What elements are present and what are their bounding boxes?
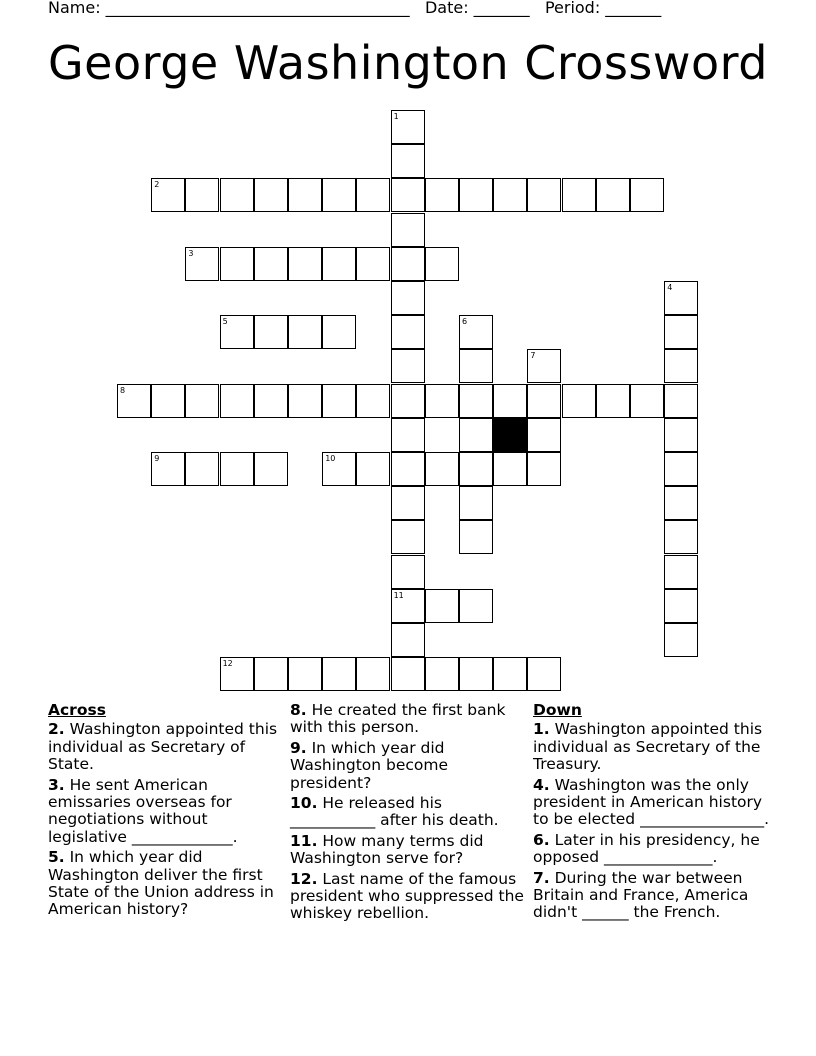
grid-cell[interactable] <box>493 178 527 212</box>
grid-cell[interactable] <box>664 555 698 589</box>
grid-cell[interactable] <box>664 418 698 452</box>
clue-number: 8. <box>290 701 307 719</box>
clue-number: 9. <box>290 738 307 757</box>
clue-across-2 <box>48 721 284 773</box>
grid-cell[interactable] <box>664 520 698 554</box>
grid-cell[interactable] <box>493 384 527 418</box>
grid-cell[interactable] <box>356 657 390 691</box>
across-clues-column-2 <box>290 702 526 926</box>
clue-number-label: 1 <box>393 112 399 121</box>
grid-cell[interactable] <box>391 213 425 247</box>
grid-cell[interactable] <box>425 589 459 623</box>
clue-across-9 <box>290 740 526 792</box>
clue-number: 5. <box>48 848 65 867</box>
grid-cell[interactable] <box>664 623 698 657</box>
clue-number-label: 4 <box>667 283 673 292</box>
clue-number: 3. <box>48 775 65 794</box>
clue-number-label: 12 <box>222 659 233 669</box>
grid-cell[interactable] <box>391 178 425 212</box>
grid-cell[interactable] <box>322 247 356 281</box>
grid-cell[interactable] <box>220 247 254 281</box>
grid-cell[interactable] <box>288 178 322 212</box>
grid-cell[interactable] <box>254 315 288 349</box>
grid-cell[interactable] <box>425 657 459 691</box>
date-field[interactable]: Date: _______ <box>424 0 530 17</box>
grid-cell[interactable] <box>425 247 459 281</box>
name-field[interactable]: Name: ______________________________________ <box>48 0 410 17</box>
clue-number: 11. <box>290 831 318 850</box>
grid-cell[interactable] <box>322 384 356 418</box>
clue-number-label: 8 <box>120 385 126 395</box>
clue-number: 7. <box>533 868 550 887</box>
grid-cell[interactable] <box>664 349 698 383</box>
grid-cell[interactable] <box>664 315 698 349</box>
clue-down-1 <box>533 721 769 773</box>
grid-cell[interactable] <box>493 452 527 486</box>
grid-cell[interactable] <box>527 384 561 418</box>
grid-cell[interactable] <box>425 178 459 212</box>
grid-cell[interactable] <box>185 384 219 418</box>
page-title: George Washington Crossword <box>48 36 768 90</box>
grid-cell[interactable] <box>220 657 254 691</box>
clue-across-3 <box>48 777 284 847</box>
grid-cell[interactable] <box>288 657 322 691</box>
grid-cell[interactable] <box>596 178 630 212</box>
grid-cell[interactable] <box>596 384 630 418</box>
clue-number: 10. <box>290 794 318 813</box>
grid-cell[interactable] <box>664 384 698 418</box>
grid-cell[interactable] <box>356 247 390 281</box>
grid-cell[interactable] <box>288 247 322 281</box>
clue-number-label: 6 <box>462 317 468 327</box>
grid-cell[interactable] <box>254 178 288 212</box>
down-heading: Down <box>533 701 582 719</box>
period-field[interactable]: Period: _______ <box>544 0 662 17</box>
grid-cell[interactable] <box>459 486 493 520</box>
grid-cell[interactable] <box>527 178 561 212</box>
clue-number-label: 10 <box>325 454 336 463</box>
grid-cell[interactable] <box>220 384 254 418</box>
grid-cell[interactable] <box>322 315 356 349</box>
grid-cell[interactable] <box>459 589 493 623</box>
grid-cell[interactable] <box>664 486 698 520</box>
grid-cell[interactable] <box>562 178 596 212</box>
grid-cell[interactable] <box>185 178 219 212</box>
black-cell <box>493 418 527 452</box>
grid-cell[interactable] <box>459 178 493 212</box>
clue-text: He released his ___________ after his death. <box>290 794 499 830</box>
grid-cell[interactable] <box>459 657 493 691</box>
grid-cell[interactable] <box>527 657 561 691</box>
grid-cell[interactable] <box>254 657 288 691</box>
grid-cell[interactable] <box>391 589 425 623</box>
grid-cell[interactable] <box>527 349 561 383</box>
clue-text: He created the first bank with this person. <box>290 701 506 737</box>
grid-cell[interactable] <box>391 418 425 452</box>
grid-cell[interactable] <box>459 315 493 349</box>
grid-cell[interactable] <box>391 623 425 657</box>
grid-cell[interactable] <box>527 452 561 486</box>
grid-cell[interactable] <box>185 452 219 486</box>
clue-number: 1. <box>533 720 550 739</box>
grid-cell[interactable] <box>288 384 322 418</box>
clue-number: 2. <box>48 720 65 739</box>
grid-cell[interactable] <box>459 349 493 383</box>
grid-cell[interactable] <box>630 384 664 418</box>
grid-cell[interactable] <box>391 520 425 554</box>
grid-cell[interactable] <box>391 452 425 486</box>
grid-cell[interactable] <box>322 452 356 486</box>
grid-cell[interactable] <box>664 452 698 486</box>
grid-cell[interactable] <box>254 384 288 418</box>
grid-cell[interactable] <box>254 247 288 281</box>
grid-cell[interactable] <box>459 384 493 418</box>
clue-number-label: 5 <box>222 317 228 327</box>
clue-text: Washington appointed this individual as Secretary of State. <box>48 720 278 774</box>
grid-cell[interactable] <box>254 452 288 486</box>
clue-number-label: 2 <box>154 180 160 190</box>
grid-cell[interactable] <box>322 178 356 212</box>
clue-text: Later in his presidency, he opposed ______________. <box>533 830 760 867</box>
clue-across-5 <box>48 849 284 919</box>
clue-text: He sent American emissaries overseas for negotiations without legislative _____________. <box>48 775 238 846</box>
grid-cell[interactable] <box>356 178 390 212</box>
grid-cell[interactable] <box>391 315 425 349</box>
clue-number: 12. <box>290 869 318 888</box>
clue-number: 4. <box>533 775 550 794</box>
grid-cell[interactable] <box>356 384 390 418</box>
across-heading: Across <box>48 701 106 719</box>
grid-cell[interactable] <box>151 384 185 418</box>
clue-text: How many terms did Washington serve for? <box>290 831 484 868</box>
clue-text: Washington appointed this individual as Secretary of the Treasury. <box>533 720 763 774</box>
clue-across-10 <box>290 795 526 830</box>
grid-cell[interactable] <box>664 589 698 623</box>
clue-text: In which year did Washington deliver the first State of the Union address in American history? <box>48 848 274 919</box>
clue-down-4 <box>533 777 769 829</box>
grid-cell[interactable] <box>391 281 425 315</box>
grid-cell[interactable] <box>562 384 596 418</box>
grid-cell[interactable] <box>630 178 664 212</box>
clue-across-12 <box>290 871 526 923</box>
grid-cell[interactable] <box>664 281 698 315</box>
clue-text: Washington was the only president in American history to be elected ________________. <box>533 775 769 829</box>
grid-cell[interactable] <box>391 144 425 178</box>
grid-cell[interactable] <box>459 520 493 554</box>
clue-text: In which year did Washington become president? <box>290 738 449 792</box>
grid-cell[interactable] <box>391 349 425 383</box>
clue-down-7 <box>533 870 769 922</box>
grid-cell[interactable] <box>425 452 459 486</box>
grid-cell[interactable] <box>220 178 254 212</box>
grid-cell[interactable] <box>527 418 561 452</box>
grid-cell[interactable] <box>391 384 425 418</box>
clue-across-8 <box>290 702 526 737</box>
grid-cell[interactable] <box>117 384 151 418</box>
grid-cell[interactable] <box>151 178 185 212</box>
clue-number-label: 3 <box>188 248 194 258</box>
clue-number-label: 7 <box>530 351 536 361</box>
clue-down-6 <box>533 832 769 867</box>
clue-number-label: 9 <box>154 454 160 463</box>
grid-cell[interactable] <box>288 315 322 349</box>
clue-text: During the war between Britain and France, America didn't ______ the French. <box>533 868 749 922</box>
grid-cell[interactable] <box>459 418 493 452</box>
grid-cell[interactable] <box>185 247 219 281</box>
grid-cell[interactable] <box>220 452 254 486</box>
clue-number-label: 11 <box>393 590 404 600</box>
grid-cell[interactable] <box>356 452 390 486</box>
grid-cell[interactable] <box>391 486 425 520</box>
clue-text: Last name of the famous president who suppressed the whiskey rebellion. <box>290 869 524 923</box>
across-clues-column-1 <box>48 702 284 922</box>
down-clues-column <box>533 702 769 925</box>
grid-cell[interactable] <box>391 247 425 281</box>
grid-cell[interactable] <box>459 452 493 486</box>
grid-cell[interactable] <box>425 384 459 418</box>
grid-cell[interactable] <box>220 315 254 349</box>
grid-cell[interactable] <box>322 657 356 691</box>
clue-number: 6. <box>533 830 550 849</box>
grid-cell[interactable] <box>493 657 527 691</box>
grid-cell[interactable] <box>391 657 425 691</box>
clue-across-11 <box>290 833 526 868</box>
grid-cell[interactable] <box>151 452 185 486</box>
grid-cell[interactable] <box>391 555 425 589</box>
grid-cell[interactable] <box>391 110 425 144</box>
